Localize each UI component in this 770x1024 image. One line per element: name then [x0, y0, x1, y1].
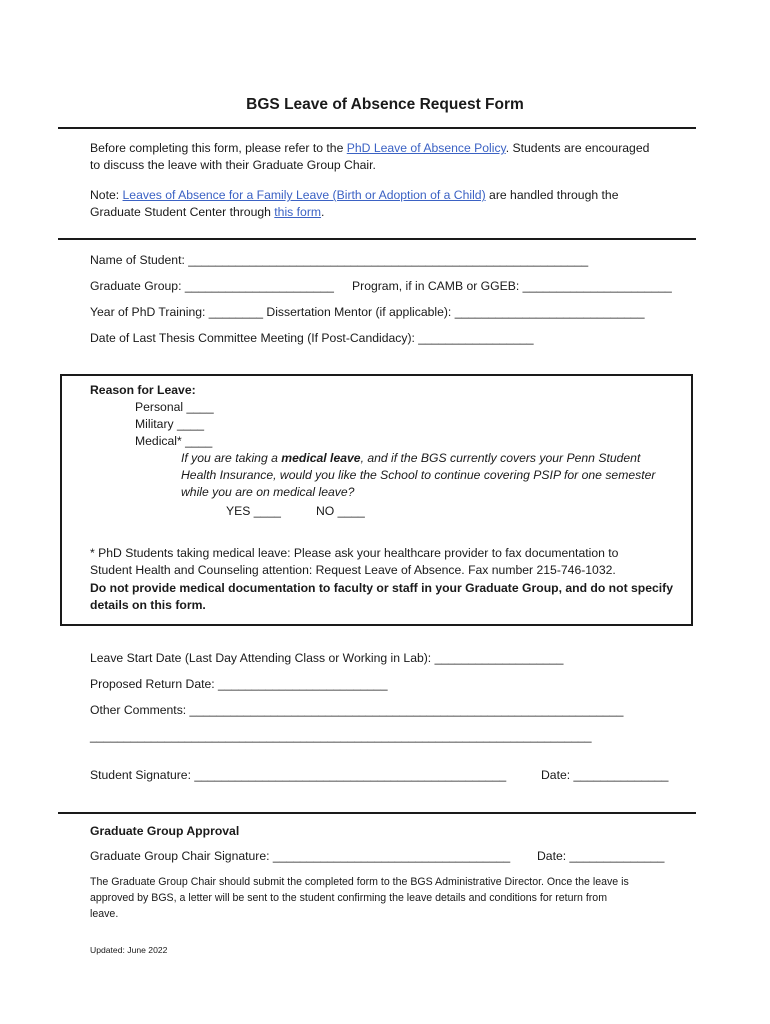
student-name-field[interactable]: Name of Student: ___________________________________________________________ — [90, 253, 589, 267]
student-signature-field[interactable]: Student Signature: ______________________________________________ — [90, 768, 507, 782]
student-date-field[interactable]: Date: ______________ — [541, 768, 669, 782]
psip-text-post: , and if the BGS currently covers your Penn Student — [360, 451, 641, 465]
chair-signature-field[interactable]: Graduate Group Chair Signature: ___________________________________ — [90, 849, 511, 863]
comments-field-line-2[interactable]: __________________________________________________________________________ — [90, 729, 592, 743]
psip-text: If you are taking a — [181, 451, 282, 465]
year-mentor-field[interactable]: Year of PhD Training: ________ Dissertation Mentor (if applicable): ____________________________ — [90, 305, 645, 319]
psip-yes-option[interactable]: YES ____ — [226, 504, 281, 518]
intro-line-1 — [90, 140, 649, 157]
note-text-end: . — [321, 205, 325, 219]
graduate-group-field[interactable]: Graduate Group: ______________________ — [90, 279, 334, 293]
family-leave-link[interactable]: Leaves of Absence for a Family Leave (Birth or Adoption of a Child) — [122, 188, 486, 202]
approval-note-line-3: leave. — [90, 908, 119, 920]
psip-no-option[interactable]: NO ____ — [316, 504, 365, 518]
approval-divider — [58, 812, 696, 814]
note-text: are handled through the — [485, 188, 619, 202]
return-date-field[interactable]: Proposed Return Date: _________________________ — [90, 677, 388, 691]
form-title: BGS Leave of Absence Request Form — [246, 96, 524, 113]
personal-option[interactable]: Personal ____ — [135, 400, 214, 414]
note-text-2: Graduate Student Center through — [90, 205, 275, 219]
medical-warning-line-2: details on this form. — [90, 598, 206, 612]
note-line-1 — [90, 187, 618, 204]
medical-warning-line-1: Do not provide medical documentation to faculty or staff in your Graduate Group, and do not specify — [90, 581, 674, 595]
psip-question-line-1 — [181, 450, 640, 467]
intro-text: Before completing this form, please refer to the — [90, 141, 347, 155]
policy-link[interactable]: PhD Leave of Absence Policy — [346, 141, 506, 155]
medical-note-line-1: * PhD Students taking medical leave: Please ask your healthcare provider to fax documentation to — [90, 546, 619, 560]
thesis-meeting-field[interactable]: Date of Last Thesis Committee Meeting (If Post-Candidacy): _________________ — [90, 331, 534, 345]
intro-text-post: . Students are encouraged — [505, 141, 650, 155]
program-field[interactable]: Program, if in CAMB or GGEB: ______________________ — [352, 279, 672, 293]
psip-question-line-2: Health Insurance, would you like the School to continue covering PSIP for one semester — [181, 468, 656, 482]
note-line-2 — [90, 204, 324, 221]
medical-leave-emphasis: medical leave — [281, 451, 361, 465]
this-form-link[interactable]: this form — [274, 205, 322, 219]
updated-date: Updated: June 2022 — [90, 945, 168, 955]
approval-heading: Graduate Group Approval — [90, 824, 240, 838]
intro-line-2: to discuss the leave with their Graduate Group Chair. — [90, 158, 376, 172]
title-divider — [58, 127, 696, 129]
approval-note-line-2: approved by BGS, a letter will be sent to the student confirming the leave details and conditions for return from — [90, 892, 608, 904]
reason-heading: Reason for Leave: — [90, 383, 196, 397]
military-option[interactable]: Military ____ — [135, 417, 205, 431]
approval-note-line-1: The Graduate Group Chair should submit the completed form to the BGS Administrative Director. Once the leave is — [90, 876, 629, 888]
psip-question-line-3: while you are on medical leave? — [181, 485, 355, 499]
chair-date-field[interactable]: Date: ______________ — [537, 849, 665, 863]
medical-option[interactable]: Medical* ____ — [135, 434, 213, 448]
section-divider — [58, 238, 696, 240]
comments-field[interactable]: Other Comments: ________________________________________________________________ — [90, 703, 624, 717]
note-label: Note: — [90, 188, 123, 202]
medical-note-line-2: Student Health and Counseling attention: Request Leave of Absence. Fax number 215-746-1032. — [90, 563, 616, 577]
leave-start-field[interactable]: Leave Start Date (Last Day Attending Class or Working in Lab): ___________________ — [90, 651, 564, 665]
